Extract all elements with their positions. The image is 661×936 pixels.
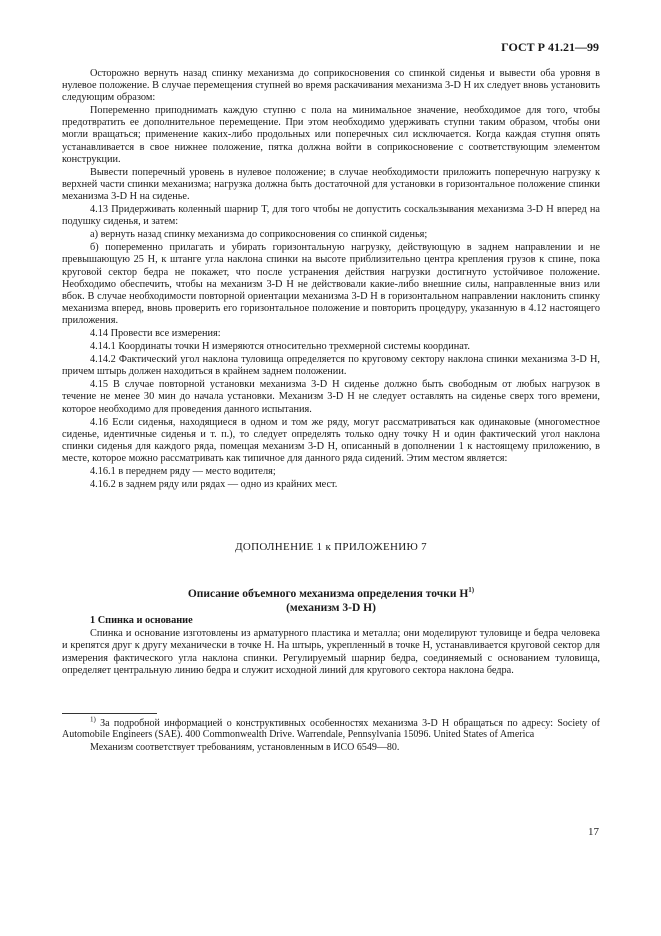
appendix-title: ДОПОЛНЕНИЕ 1 к ПРИЛОЖЕНИЮ 7 — [235, 541, 427, 554]
section-heading: 1 Спинка и основание — [90, 615, 193, 627]
footnote-note: Механизм соответствует требованиям, установленным в ИСО 6549—80. — [90, 742, 400, 754]
footnote-body: За подробной информацией о конструктивных особенностях механизма 3-D H обращаться по адресу: Society of Automobile Engineers (SAE). 400 Commonwealth Drive. Warrendale, Pennsylvania 15096. United States of America — [62, 717, 600, 741]
paragraph: 4.13 Придерживать коленный шарнир T, для того чтобы не допустить соскальзывания механизма 3-D H вперед на подушку сиденья, и затем: — [62, 204, 600, 228]
paragraph: 4.14.2 Фактический угол наклона туловища определяется по круговому сектору наклона спинки механизма 3-D H, причем штырь должен находиться в крайнем заднем положении. — [62, 354, 600, 378]
paragraph: 4.14 Провести все измерения: — [90, 327, 221, 339]
footnote-text — [62, 715, 600, 741]
paragraph: б) попеременно прилагать и убирать горизонтальную нагрузку, действующую в заднем направлении и не превышающую 25 Н, к штанге угла наклона спинки на высоте приблизительно центра крепления грузов к спине, пока круговой сектор бедра не покажет, что после устранения действия нагрузки достигнуто устойчивое положение. Необходимо обеспечить, чтобы на механизм 3-D H не действовали какие-либо внешние силы, направленные вниз или вбок. В случае необходимости повторной ориентации механизма 3-D H в горизонтальном направлении наклонить спинку механизма вперед, вновь проверить его горизонтальное положение и повторить процедуру, указанную в 4.12 настоящего приложения. — [62, 242, 600, 326]
section-paragraph: Спинка и основание изготовлены из арматурного пластика и металла; они моделируют туловище и бедра человека и крепятся друг к другу механически в точке H. На штырь, укрепленный в точке H, устанавливается круговой сектор для измерения фактического угла наклона спинки. Регулируемый шарнир бедра, соединяемый с основанием туловища, определяет центральную линию бедра и служит исходной линий для кругового сектора наклона бедра. — [62, 628, 600, 676]
description-title — [62, 587, 600, 615]
description-title-line2: (механизм 3-D H) — [286, 602, 376, 615]
description-title-line1 — [62, 587, 600, 601]
paragraph: Вывести поперечный уровень в нулевое положение; в случае необходимости приложить поперечную нагрузку к верхней части спинки механизма; нагрузка должна быть достаточной для установки в горизонтальное положение спинки механизма 3-D H на сиденье. — [62, 166, 600, 202]
paragraph: 4.15 В случае повторной установки механизма 3-D H сиденье должно быть свободным от любых нагрузок в течение не менее 30 мин до начала установки. Механизм 3-D H не следует оставлять на сиденье сверх того времени, которое необходимо для проведения данного испытания. — [62, 379, 600, 415]
paragraph: Осторожно вернуть назад спинку механизма до соприкосновения со спинкой сиденья и вывести оба уровня в нулевое положение. В случае перемещения ступней во время раскачивания механизма 3-D H их следует вновь установить следующим образом: — [62, 68, 600, 104]
footnote-marker: 1) — [90, 715, 96, 724]
paragraph: 4.16.2 в заднем ряду или рядах — одно из крайних мест. — [90, 479, 338, 491]
document-code: ГОСТ Р 41.21—99 — [501, 40, 599, 54]
paragraph: 4.16 Если сиденья, находящиеся в одном и том же ряду, могут рассматриваться как одинаковые (многоместное сиденье, идентичные сиденья и т. п.), то следует определять только одну точку H и один фактический угол наклона спинки сиденья для каждого ряда, помещая механизм 3-D H, описанный в дополнении 1 к настоящему приложению, в месте, которое можно рассматривать как типичное для данного ряда сидений. Этим местом является: — [62, 416, 600, 464]
paragraph: 4.14.1 Координаты точки H измеряются относительно трехмерной системы координат. — [90, 341, 470, 353]
page-body — [62, 68, 600, 755]
paragraph: Попеременно приподнимать каждую ступню с пола на минимальное значение, необходимое для того, чтобы предотвратить ее дополнительное перемещение. При этом необходимо удерживать ступни таким образом, чтобы они могли вращаться; применение каких-либо продольных или поперечных сил исключается. Когда каждая ступня опять устанавливается в свое нижнее положение, пятка должна войти в соприкосновение с соответствующим элементом конструкции. — [62, 105, 600, 165]
page-number: 17 — [588, 826, 599, 838]
paragraph: 4.16.1 в переднем ряду — место водителя; — [90, 466, 276, 477]
footnote — [62, 715, 600, 754]
description-title-text: Описание объемного механизма определения точки H — [187, 588, 469, 601]
footnote-divider — [62, 713, 157, 714]
paragraph: а) вернуть назад спинку механизма до соприкосновения со спинкой сиденья; — [90, 229, 428, 241]
footnote-ref: 1) — [468, 586, 475, 595]
